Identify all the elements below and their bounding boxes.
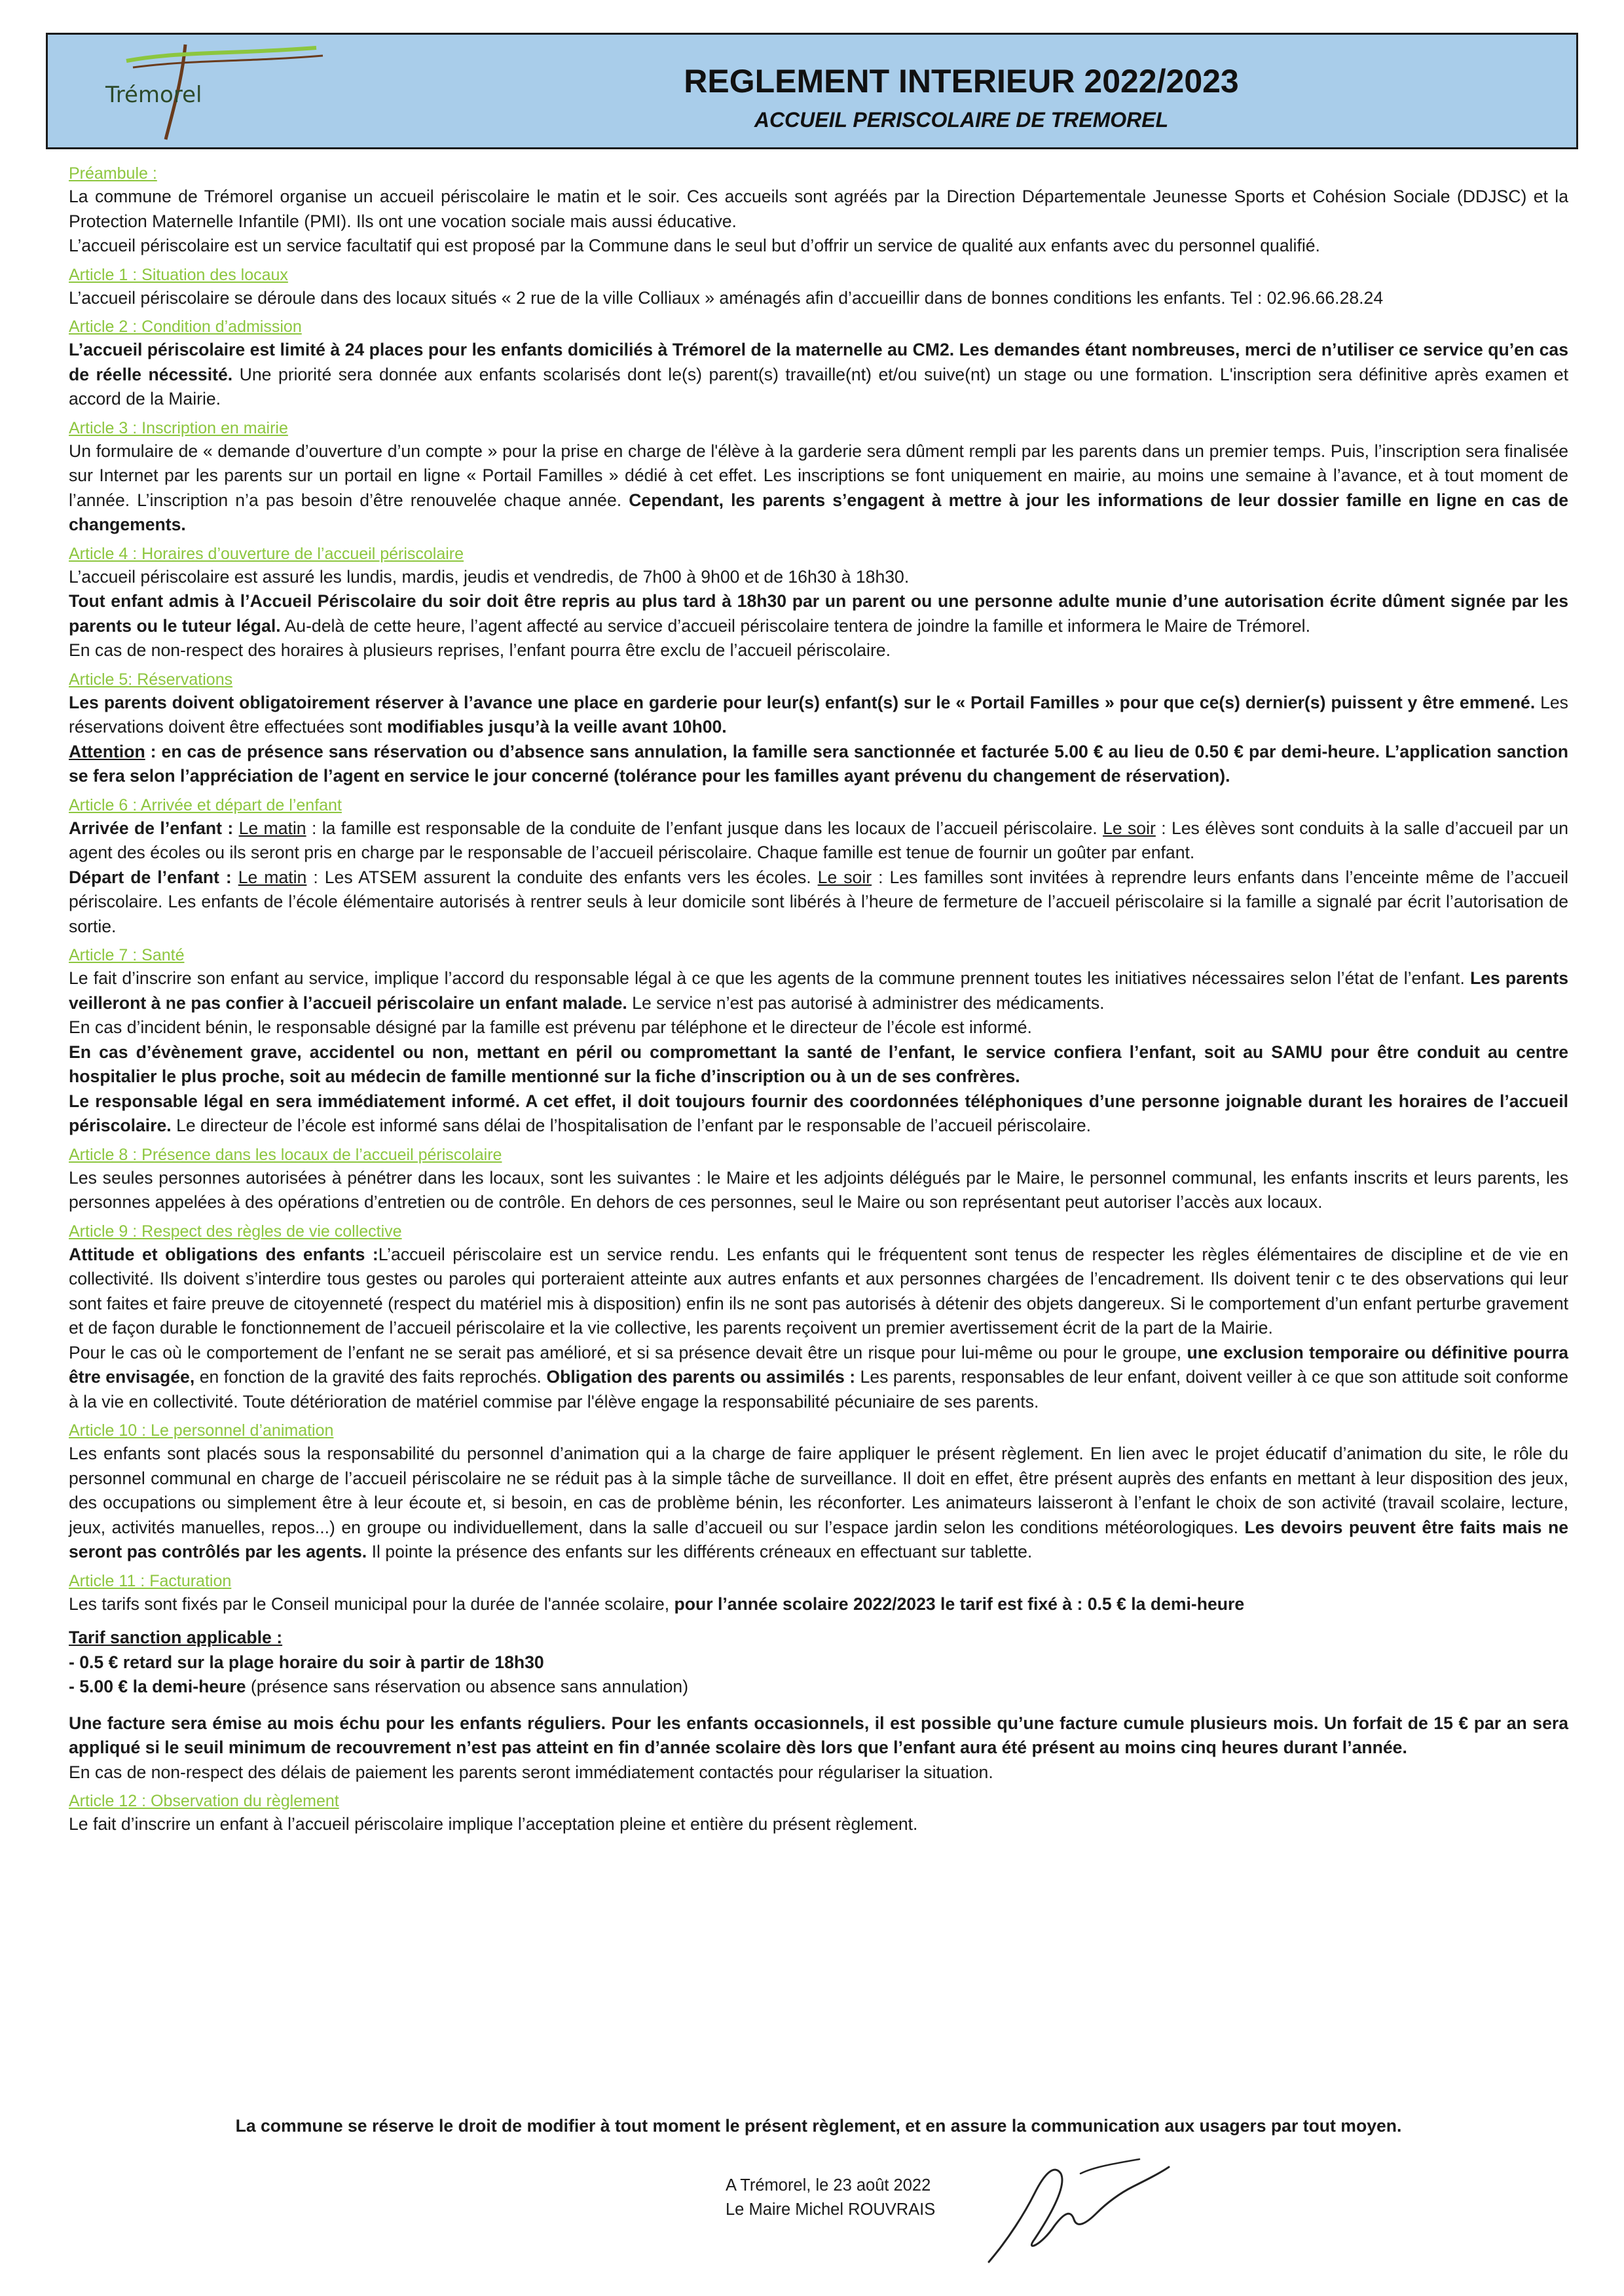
paragraph xyxy=(69,740,1568,789)
bold-text: Attitude et obligations des enfants : xyxy=(69,1244,378,1264)
section-article-11 xyxy=(69,1570,1568,1785)
bold-text: Le responsable légal en sera immédiatement informé. A cet effet, il doit toujours fournir des coordonnées téléphoniques d’une personne joignable durant les horaires de l’accueil périscolaire. xyxy=(69,1091,1568,1135)
paragraph: La commune de Trémorel organise un accueil périscolaire le matin et le soir. Ces accueils sont agréés par la Direction Départementale Jeunesse Sports et Cohésion Sociale (DDJSC) et la Protection Maternelle Infantile (PMI). Ils ont une vocation sociale mais aussi éducative. xyxy=(69,187,1568,231)
paragraph: En cas de non-respect des horaires à plusieurs reprises, l’enfant pourra être exclu de l’accueil périscolaire. xyxy=(69,640,891,660)
paragraph: Les seules personnes autorisées à pénétrer dans les locaux, sont les suivantes : le Maire et les adjoints délégués par le Maire, le personnel communal, les enfants inscrits et leurs parents, les personnes appelées à des opérations d’entretien ou de contrôle. En dehors de ces personnes, seul le Maire ou son représentant peut autoriser l’accès aux locaux. xyxy=(69,1167,1568,1212)
section-title: Article 4 : Horaires d’ouverture de l’accueil périscolaire xyxy=(69,544,464,563)
section-article-12 xyxy=(69,1790,1568,1837)
paragraph: Le fait d’inscrire un enfant à l’accueil périscolaire implique l’acceptation pleine et entière du présent règlement. xyxy=(69,1814,918,1834)
text: Les réservations doivent être effectuées sont xyxy=(69,692,1568,737)
tarif-line: - 0.5 € retard sur la plage horaire du soir à partir de 18h30 xyxy=(69,1652,544,1672)
signature-block xyxy=(726,2174,935,2222)
section-title: Article 5: Réservations xyxy=(69,670,233,689)
section-article-9 xyxy=(69,1220,1568,1415)
paragraph xyxy=(69,866,1568,939)
section-article-6 xyxy=(69,794,1568,939)
attention-label: Attention xyxy=(69,741,145,761)
paragraph xyxy=(69,816,1568,866)
text: Au-delà de cette heure, l’agent affecté au service d’accueil périscolaire tentera de joindre la famille et informera le Maire de Trémorel. xyxy=(280,615,1310,636)
paragraph: En cas de non-respect des délais de paiement les parents seront immédiatement contactés pour régulariser la situation. xyxy=(69,1762,993,1782)
paragraph: L’accueil périscolaire est un service facultatif qui est proposé par la Commune dans le seul but d’offrir un service de qualité aux enfants avec du personnel qualifié. xyxy=(69,236,1320,255)
section-title: Article 9 : Respect des règles de vie collective xyxy=(69,1222,402,1241)
bold-text: : en cas de présence sans réservation ou d’absence sans annulation, la famille sera sanctionnée et facturée 5.00 € au lieu de 0.50 € par demi-heure. L’application sanction se fera selon l’appréciation de l’agent en service le jour concerné (tolérance pour les familles ayant prévenu du changement de réservation). xyxy=(69,741,1568,786)
text: (présence sans réservation ou absence sans annulation) xyxy=(246,1677,689,1696)
bold-text: modifiables jusqu’à la veille avant 10h00. xyxy=(386,717,727,737)
section-title: Article 2 : Condition d’admission xyxy=(69,318,302,336)
section-title: Article 1 : Situation des locaux xyxy=(69,265,288,284)
section-article-7 xyxy=(69,944,1568,1139)
text: en fonction de la gravité des faits reprochés. xyxy=(194,1367,547,1387)
text: Le service n’est pas autorisé à administrer des médicaments. xyxy=(627,993,1105,1013)
page-title: REGLEMENT INTERIEUR 2022/2023 xyxy=(684,63,1239,100)
tarif-line xyxy=(69,1675,1568,1700)
paragraph xyxy=(69,1592,1568,1617)
logo-text: Trémorel xyxy=(105,82,202,108)
text: Les tarifs sont fixés par le Conseil municipal pour la durée de l'année scolaire, xyxy=(69,1594,674,1614)
paragraph xyxy=(69,691,1568,740)
page-subtitle: ACCUEIL PERISCOLAIRE DE TREMOREL xyxy=(754,108,1169,132)
paragraph xyxy=(69,1089,1568,1139)
section-article-3 xyxy=(69,417,1568,538)
paragraph xyxy=(69,966,1568,1015)
spacer xyxy=(69,1700,1568,1711)
underlined-text: Le matin xyxy=(238,867,307,887)
underlined-text: Le soir xyxy=(1103,818,1156,838)
handwritten-signature xyxy=(963,2147,1179,2272)
tarif-heading: Tarif sanction applicable : xyxy=(69,1628,283,1647)
place-date: A Trémorel, le 23 août 2022 xyxy=(726,2176,931,2195)
bold-text: Tout enfant admis à l’Accueil Périscolaire du soir doit être repris au plus tard à 18h30 par un parent ou une personne adulte munie d’une autorisation écrite dûment signée par les parents ou le tuteur légal. xyxy=(69,591,1568,636)
bold-text: Les devoirs peuvent être faits mais ne seront pas contrôlés par les agents. xyxy=(69,1517,1568,1561)
paragraph xyxy=(69,1243,1568,1341)
text: Il pointe la présence des enfants sur les différents créneaux en effectuant sur tablette. xyxy=(367,1542,1033,1561)
paragraph xyxy=(69,1341,1568,1415)
section-article-5 xyxy=(69,668,1568,789)
bold-text: - 5.00 € la demi-heure xyxy=(69,1677,246,1696)
paragraph: En cas d’évènement grave, accidentel ou non, mettant en péril ou compromettant la santé de l’enfant, le service confiera l’enfant, soit au SAMU pour être conduit au centre hospitalier le plus proche, soit au médecin de famille mentionné sur la fiche d’inscription ou à un de ses confrères. xyxy=(69,1042,1568,1086)
paragraph xyxy=(69,439,1568,538)
bold-text: Les parents veilleront à ne pas confier à l’accueil périscolaire un enfant malade. xyxy=(69,968,1568,1013)
section-title: Article 11 : Facturation xyxy=(69,1571,232,1590)
paragraph xyxy=(69,589,1568,638)
section-article-10 xyxy=(69,1419,1568,1565)
bold-text: Cependant, les parents s’engagent à mettre à jour les informations de leur dossier famille en ligne en cas de changements. xyxy=(69,490,1568,534)
section-title: Article 3 : Inscription en mairie xyxy=(69,418,288,437)
paragraph xyxy=(69,338,1568,412)
closing-statement: La commune se réserve le droit de modifier à tout moment le présent règlement, et en assure la communication aux usagers par tout moyen. xyxy=(235,2116,1402,2136)
section-article-1 xyxy=(69,264,1568,311)
section-title: Article 6 : Arrivée et départ de l’enfant xyxy=(69,795,342,814)
regulation-body xyxy=(69,161,1568,1842)
text: : Les élèves sont conduits à la salle d’accueil par un agent des écoles ou ils seront pris en charge par le responsable de l’accueil périscolaire. Chaque famille est tenue de fournir un goûter par enfant. xyxy=(69,818,1569,862)
section-article-2 xyxy=(69,316,1568,412)
bold-text: Les parents doivent obligatoirement réserver à l’avance une place en garderie pour leur(s) enfant(s) sur le « Portail Familles » pour que ce(s) dernier(s) puissent y être emmené. xyxy=(69,692,1536,712)
bold-text: L’accueil périscolaire est limité à 24 places pour les enfants domiciliés à Trémorel de la maternelle au CM2. Les demandes étant nombreuses, merci de n’utiliser ce service qu’en cas de réelle nécessité. xyxy=(69,340,1568,384)
section-preambule xyxy=(69,162,1568,259)
text: Un formulaire de « demande d’ouverture d’un compte » pour la prise en charge de l'élève à la garderie sera dûment rempli par les parents dans un premier temps. Puis, l’inscription sera finalisée sur Internet par les parents sur un portail en ligne « Portail Familles » dédié à cet effet. Les inscriptions se font uniquement en mairie, au moins une semaine à l’avance, et à tout moment de l’année. L’inscription n’a pas besoin d’être renouvelée chaque année. xyxy=(69,441,1568,510)
bold-text: une exclusion temporaire ou définitive pourra être envisagée, xyxy=(69,1342,1568,1387)
text: Le directeur de l’école est informé sans délai de l’hospitalisation de l’enfant par le responsable de l’accueil périscolaire. xyxy=(171,1116,1092,1135)
section-title: Article 12 : Observation du règlement xyxy=(69,1792,339,1810)
paragraph xyxy=(69,1442,1568,1565)
paragraph: Une facture sera émise au mois échu pour les enfants réguliers. Pour les enfants occasionnels, il est possible qu’une facture cumule plusieurs mois. Un forfait de 15 € par an sera appliqué si le seuil minimum de recouvrement n’est pas atteint en fin d’année scolaire dès lors que l’enfant aura été présent au moins cinq heures durant l’année. xyxy=(69,1713,1568,1757)
text: Pour le cas où le comportement de l’enfant ne se serait pas amélioré, et si sa présence devait être un risque pour lui-même ou pour le groupe, xyxy=(69,1342,1187,1362)
section-title: Article 8 : Présence dans les locaux de l’accueil périscolaire xyxy=(69,1145,502,1164)
text: Les enfants sont placés sous la responsabilité du personnel d’animation qui a la charge de faire appliquer le présent règlement. En lien avec le projet éducatif d’animation du site, le rôle du personnel communal en charge de l’accueil périscolaire ne se réduit pas à la simple tâche de surveillance. Il doit en effet, être présent auprès des enfants en mettant à leur disposition des jeux, des occupations ou simplement être à leur écoute et, si besoin, en cas de problème bénin, les réconforter. Les animateurs laisseront à l’enfant le choix de son activité (travail scolaire, lecture, jeux, activités manuelles, repos...) en groupe ou individuellement, dans la salle d’accueil ou sur l’espace jardin selon les conditions météorologiques. xyxy=(69,1444,1568,1537)
text: Une priorité sera donnée aux enfants scolarisés dont le(s) parent(s) travaille(nt) et/ou suive(nt) un stage ou une formation. L'inscription sera définitive après examen et accord de la Mairie. xyxy=(69,364,1568,409)
section-article-8 xyxy=(69,1144,1568,1215)
text: Le fait d’inscrire son enfant au service, implique l’accord du responsable légal à ce que les agents de la commune prennent toutes les initiatives nécessaires selon l’état de l’enfant. xyxy=(69,968,1470,988)
bold-text: Obligation des parents ou assimilés : xyxy=(546,1367,856,1387)
paragraph: L’accueil périscolaire se déroule dans des locaux situés « 2 rue de la ville Colliaux » aménagés afin d’accueillir dans de bonnes conditions les enfants. Tel : 02.96.66.28.24 xyxy=(69,287,1384,308)
text: Les parents, responsables de leur enfant, doivent veiller à ce que son attitude soit conforme à la vie en collectivité. Toute détérioration de matériel commise par l'élève engage la responsabilité pécuniaire de ses parents. xyxy=(69,1367,1568,1412)
underlined-text: Le matin xyxy=(238,818,306,838)
paragraph: L’accueil périscolaire est assuré les lundis, mardis, jeudis et vendredis, de 7h00 à 9h00 et de 16h30 à 18h30. xyxy=(69,566,910,587)
text: : Les ATSEM assurent la conduite des enfants vers les écoles. xyxy=(306,867,818,887)
underlined-text: Le soir xyxy=(817,867,872,887)
header-banner xyxy=(46,33,1578,149)
bold-text: Arrivée de l’enfant : xyxy=(69,818,234,838)
bold-text: pour l’année scolaire 2022/2023 le tarif est fixé à : 0.5 € la demi-heure xyxy=(674,1594,1245,1614)
paragraph: En cas d’incident bénin, le responsable désigné par la famille est prévenu par téléphone et le directeur de l’école est informé. xyxy=(69,1017,1032,1037)
bold-text: Départ de l’enfant : xyxy=(69,867,232,887)
signatory: Le Maire Michel ROUVRAIS xyxy=(726,2200,936,2219)
text: : Les familles sont invitées à reprendre leurs enfants dans l’enceinte même de l’accueil périscolaire. Les enfants de l’école élémentaire autorisés à rentrer seuls à leur domicile sont libérés à l’heure de fermeture de l’accueil périscolaire si la famille a signalé par écrit l’autorisation de sortie. xyxy=(69,867,1569,936)
section-title: Préambule : xyxy=(69,164,157,183)
text: L’accueil périscolaire est un service rendu. Les enfants qui le fréquentent sont tenus de respecter les règles élémentaires de discipline et de vie en collectivité. Ils doivent s’interdire tous gestes ou paroles qui porteraient atteinte aux autres enfants et aux personnes chargées de l’encadrement. Ils doivent tenir c te des observations qui leur sont faites et faire preuve de citoyenneté (respect du matériel mis à disposition) enfin ils ne sont pas autorisés à détenir des objets dangereux. Si le comportement d’un enfant perturbe gravement et de façon durable le fonctionnement de l’accueil périscolaire et la vie collective, les parents reçoivent un premier avertissement écrit de la part de la Mairie. xyxy=(69,1244,1568,1338)
section-article-4 xyxy=(69,543,1568,663)
section-title: Article 7 : Santé xyxy=(69,946,185,964)
text: : la famille est responsable de la conduite de l’enfant jusque dans les locaux de l’accueil périscolaire. xyxy=(306,818,1103,838)
section-title: Article 10 : Le personnel d’animation xyxy=(69,1421,334,1440)
